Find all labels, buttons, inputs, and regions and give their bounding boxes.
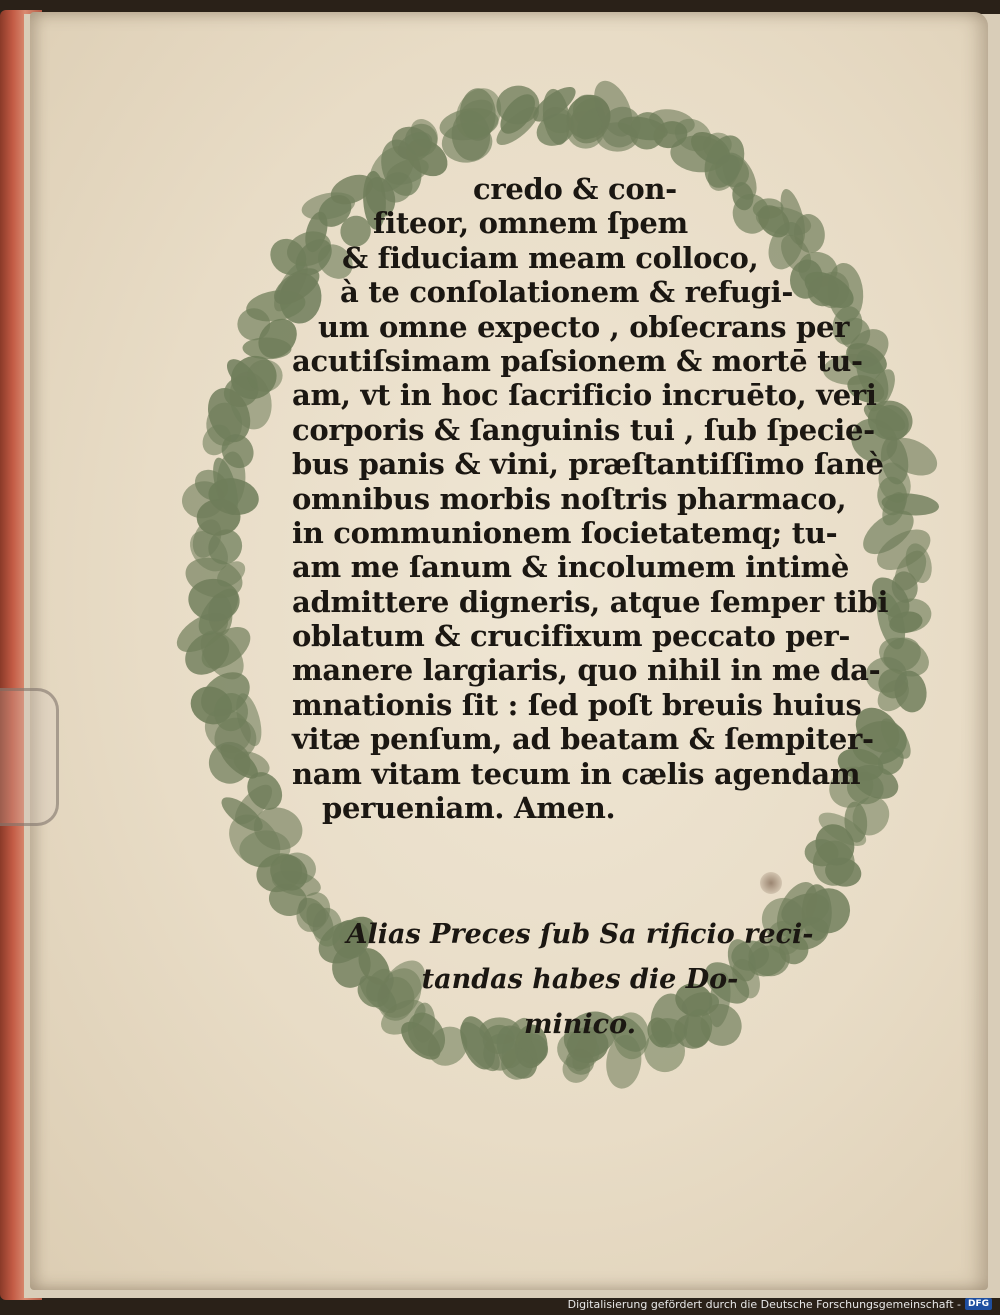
text-line: à te conſolationem & refugi- <box>340 275 794 310</box>
text-line: fiteor, omnem ſpem <box>373 206 688 241</box>
text-line: acutiſsimam paſsionem & mortē tu- <box>292 343 863 378</box>
dfg-logo-icon: DFG <box>965 1298 992 1310</box>
main-prayer-text <box>260 172 889 826</box>
italic-line: tandas habes die Do- <box>421 964 739 995</box>
digitization-credit <box>568 1296 992 1312</box>
text-line: admittere digneris, atque ſemper tibi <box>292 584 889 619</box>
text-line: mnationis ſit : ſed poſt breuis huius <box>292 687 862 722</box>
text-line: in communionem ſocietatemq; tu- <box>292 515 838 550</box>
text-line: nam vitam tecum in cælis agendam <box>292 756 861 791</box>
text-line: um omne expecto , obſecrans per <box>318 309 850 344</box>
text-line: bus panis & vini, præſtantiſſimo ſanè <box>292 447 884 482</box>
text-line: am me ſanum & incolumem intimè <box>292 550 850 585</box>
text-line: manere largiaris, quo nihil in me da- <box>292 653 881 688</box>
italic-rubric <box>300 912 860 1047</box>
italic-line: Alias Preces ſub Sa rificio reci- <box>346 919 814 950</box>
text-line: oblatum & crucifixum peccato per- <box>292 619 851 654</box>
text-line: am, vt in hoc ſacrificio incruēto, veri <box>292 378 877 413</box>
text-line: corporis & ſanguinis tui , ſub ſpecie- <box>292 412 875 447</box>
text-line: credo & con- <box>473 172 677 206</box>
text-line: omnibus morbis noſtris pharmaco, <box>292 481 847 516</box>
text-line: vitæ penſum, ad beatam & ſempiter- <box>292 722 874 757</box>
italic-line: minico. <box>523 1009 637 1040</box>
text-line: perueniam. Amen. <box>322 791 616 826</box>
text-line: & fiduciam meam colloco, <box>342 240 759 275</box>
credit-text: Digitalisierung gefördert durch die Deutsche Forschungsgemeinschaft - <box>567 1297 961 1311</box>
